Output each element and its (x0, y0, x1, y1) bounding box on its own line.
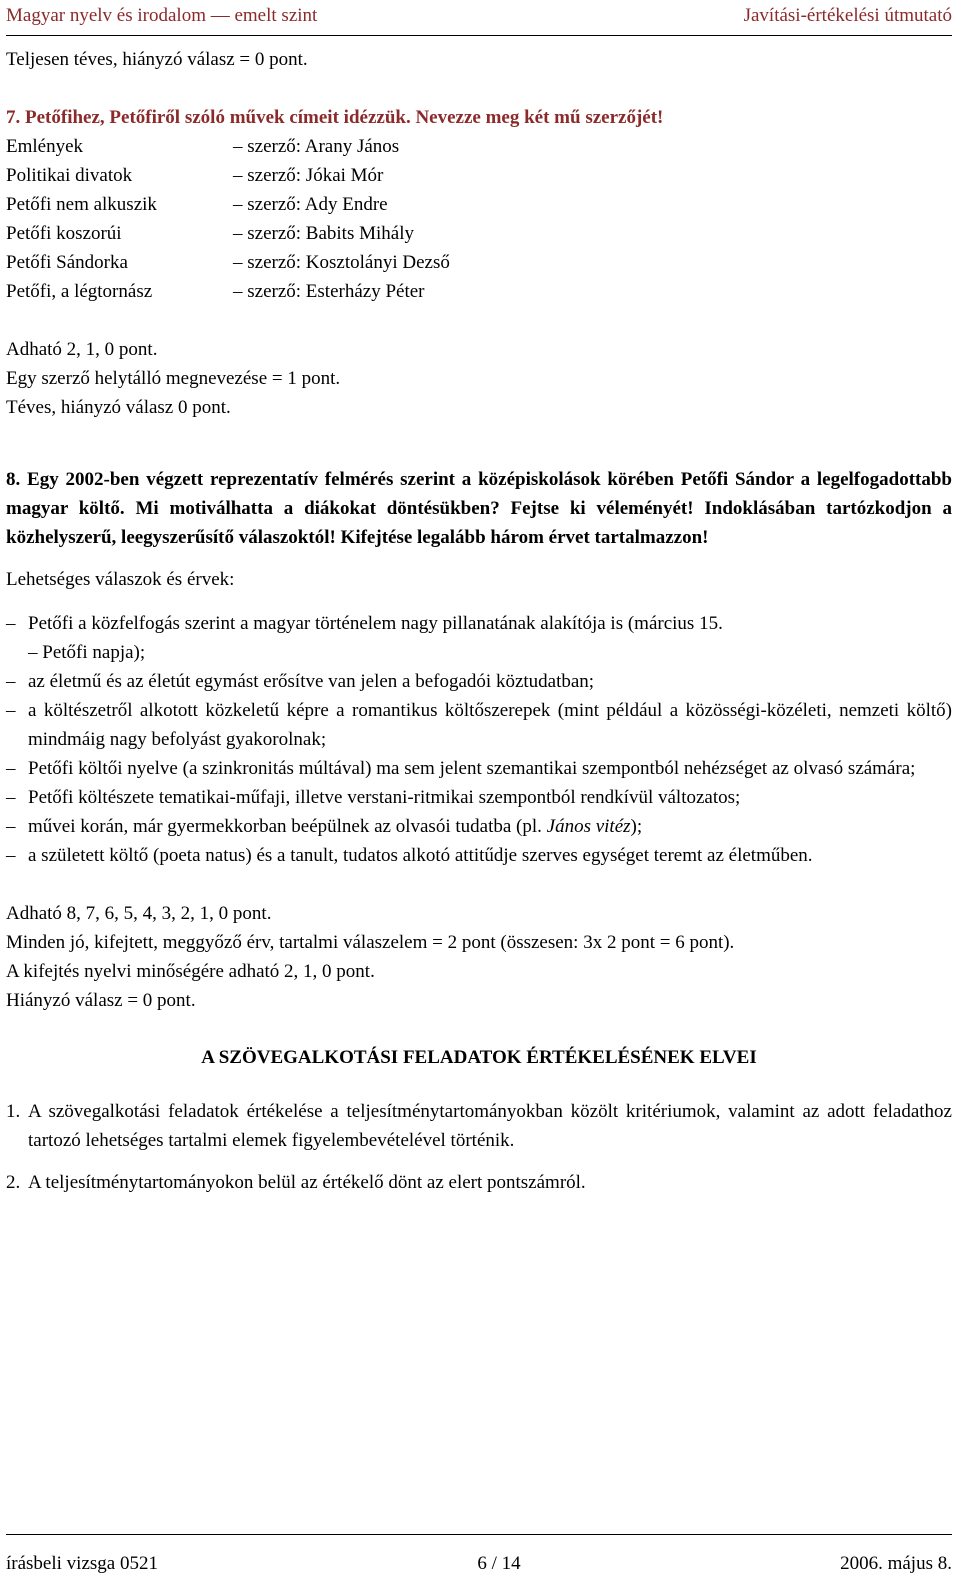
q8-title: 8. Egy 2002-ben végzett reprezentatív felmérés szerint a középiskolások körében Petőfi Sándor a legelfogadottabb magyar költő. Mi motiválhatta a diákokat döntésükben? Fejtse ki véleményét! Indoklásában tartózkodjon a közhelyszerű, leegyszerűsítő válaszoktól! Kifejtése legalább három érvet tartalmazzon! (6, 469, 952, 548)
scoring-line: Téves, hiányzó válasz 0 pont. (6, 397, 231, 418)
q8-scoring (6, 899, 952, 1015)
italic-title: János vitéz (546, 816, 631, 837)
q8-possible-label: Lehetséges válaszok és érvek: (6, 569, 235, 590)
footer-page-number: 6 / 14 (477, 1553, 521, 1574)
page-footer (6, 1549, 952, 1578)
work-author: – szerző: Ady Endre (233, 194, 388, 215)
numbered-item (6, 1168, 952, 1197)
q7-works-list (6, 132, 952, 306)
footer-rule (6, 1534, 952, 1535)
work-title: Petőfi koszorúi (6, 223, 122, 244)
item-text: A szövegalkotási feladatok értékelése a teljesítménytartományokban közölt kritériumok, valamint az adott feladathoz tartozó lehetséges tartalmi elemek figyelembevételével történik. (28, 1101, 952, 1151)
footer-date: 2006. május 8. (840, 1553, 952, 1574)
list-item: – Petőfi költészete tematikai-műfaji, illetve verstani-ritmikai szempontból rendkívül változatos; (6, 783, 952, 812)
work-title: Petőfi nem alkuszik (6, 194, 157, 215)
item-text: A teljesítménytartományokon belül az értékelő dönt az elert pontszámról. (28, 1172, 586, 1193)
scoring-line: Adható 2, 1, 0 pont. (6, 339, 158, 360)
work-author: – szerző: Kosztolányi Dezső (233, 252, 450, 273)
dash-bullet: – (6, 787, 16, 808)
work-title: Emlények (6, 136, 84, 157)
header-left: Magyar nyelv és irodalom — emelt szint (6, 5, 318, 26)
page-header (6, 0, 952, 30)
list-item: – Petőfi költői nyelve (a szinkronitás múltával) ma sem jelent szemantikai szempontból nehézséget az olvasó számára; (6, 754, 952, 783)
work-author: – szerző: Esterházy Péter (233, 281, 425, 302)
list-item: – a költészetről alkotott közkeletű képre a romantikus költőszerepek (mint például a közösségi-közéleti, nemzeti költő) mindmáig nagy befolyást gyakorolnak; (6, 696, 952, 754)
dash-bullet: – (6, 816, 16, 837)
work-title: Politikai divatok (6, 165, 133, 186)
header-right: Javítási-értékelési útmutató (743, 5, 952, 26)
scoring-line: Hiányzó válasz = 0 pont. (6, 990, 196, 1011)
list-item: – a született költő (poeta natus) és a tanult, tudatos alkotó attitűdje szerves egységet teremt az életműben. (6, 841, 952, 870)
section-heading: A SZÖVEGALKOTÁSI FELADATOK ÉRTÉKELÉSÉNEK ELVEI (201, 1047, 757, 1068)
scoring-line: Adható 8, 7, 6, 5, 4, 3, 2, 1, 0 pont. (6, 903, 272, 924)
list-item: – művei korán, már gyermekkorban beépülnek az olvasói tudatba (pl. János vitéz); (6, 812, 952, 841)
scoring-line: Minden jó, kifejtett, meggyőző érv, tartalmi válaszelem = 2 pont (összesen: 3x 2 pont = 6 pont). (6, 932, 735, 953)
header-rule (6, 35, 952, 36)
list-item: – az életmű és az életút egymást erősítve van jelen a befogadói köztudatban; (6, 667, 952, 696)
q7-scoring (6, 335, 952, 422)
work-author: – szerző: Arany János (233, 136, 400, 157)
work-title: Petőfi, a légtornász (6, 281, 153, 302)
dash-bullet: – (6, 700, 16, 721)
dash-bullet: – (6, 671, 16, 692)
scoring-line: Egy szerző helytálló megnevezése = 1 pont. (6, 368, 341, 389)
dash-bullet: – (6, 613, 16, 634)
section-points (6, 1097, 952, 1197)
item-number: 1. (6, 1101, 21, 1122)
q7-title: 7. Petőfihez, Petőfiről szóló művek címeit idézzük. Nevezze meg két mű szerzőjét! (6, 107, 664, 128)
dash-bullet: – (6, 845, 16, 866)
intro-line: Teljesen téves, hiányzó válasz = 0 pont. (6, 49, 308, 70)
scoring-line: A kifejtés nyelvi minőségére adható 2, 1, 0 pont. (6, 961, 375, 982)
page (6, 0, 952, 1197)
footer-left: írásbeli vizsga 0521 (6, 1553, 158, 1574)
list-item-continuation: – Petőfi napja); (28, 642, 146, 663)
item-number: 2. (6, 1172, 21, 1193)
work-author: – szerző: Jókai Mór (233, 165, 384, 186)
list-item: – Petőfi a közfelfogás szerint a magyar történelem nagy pillanatának alakítója is (március 15. (6, 609, 952, 638)
work-title: Petőfi Sándorka (6, 252, 128, 273)
dash-bullet: – (6, 758, 16, 779)
q8-answer-list (6, 609, 952, 870)
numbered-item (6, 1097, 952, 1155)
work-author: – szerző: Babits Mihály (233, 223, 414, 244)
